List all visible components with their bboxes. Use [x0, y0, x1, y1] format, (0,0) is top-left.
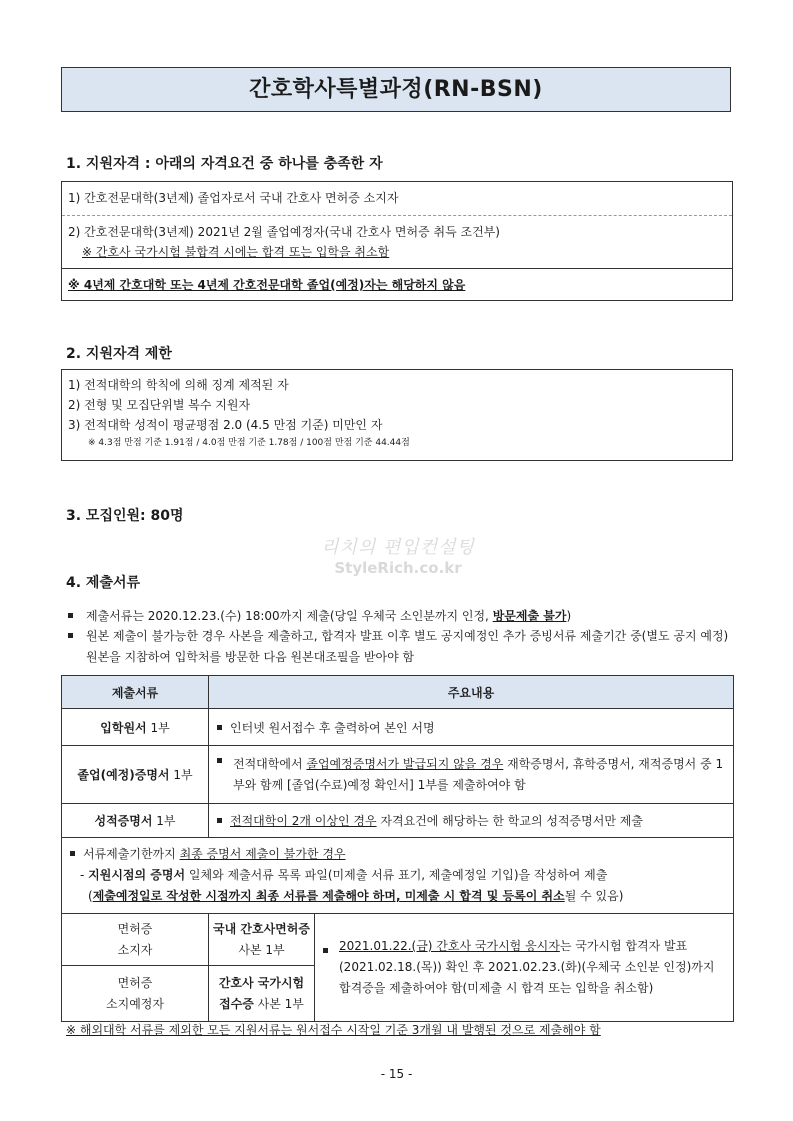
page-number: - 15 -: [380, 1067, 413, 1081]
section-1-heading: 1. 지원자격 : 아래의 자격요건 중 하나를 충족한 자: [66, 156, 383, 172]
exam-doc-line-2: [209, 994, 314, 1015]
doc-content-b: 졸업예정증명서가 발급되지 않을 경우: [306, 756, 504, 771]
doc-name: 입학원서: [100, 720, 147, 735]
final-cert-warning: 제출예정일로 작성한 시점까지 최종 서류를 제출해야 하며, 미제출 시 합격 및 등록이 취소: [92, 889, 565, 903]
table-row: [62, 709, 734, 746]
table-row: [62, 746, 734, 804]
doc-name-cell: [62, 709, 209, 746]
final-cert-rest: 일체와 제출서류 목록 파일(미제출 서류 표기, 제출예정일 기입)을 작성하여 제출: [185, 868, 608, 882]
exam-doc-name: 간호사 국가시험: [218, 975, 305, 990]
eligibility-item-2-note: ※ 간호사 국가시험 불합격 시에는 합격 또는 입학을 취소함: [82, 245, 390, 259]
final-cert-b: 최종 증명서 제출이 불가한 경우: [179, 847, 346, 861]
exam-notice-cell: [315, 914, 734, 1022]
exam-notice-a: 2021.01.22.(금) 간호사 국가시험 응시자: [339, 939, 560, 953]
restriction-item-1: 1) 전적대학의 학칙에 의해 징계 제적된 자: [68, 378, 289, 392]
doc-content-cell: [209, 746, 734, 804]
restriction-item-3-note: ※ 4.3점 만점 기준 1.91점 / 4.0점 만점 기준 1.78점 / 100점 만점 기준 44.44점: [88, 438, 410, 448]
table-row: [62, 838, 734, 914]
header-documents: 제출서류: [62, 676, 209, 709]
watermark-line-1: 리치의 편입컨설팅: [321, 537, 475, 558]
doc-name-cell: [62, 746, 209, 804]
section-3-heading: 3. 모집인원: 80명: [66, 508, 184, 524]
eligibility-item-2-text: 2) 간호전문대학(3년제) 2021년 2월 졸업예정자(국내 간호사 면허증 취득 조건부): [68, 225, 500, 239]
doc-content-c: 재학증명서, 휴학증명서, 재적증명서 중 1부와 함께 [졸업(수료)예정 확인서] 1부를 제출하여야 함: [233, 756, 724, 792]
submission-bullet-1: [66, 606, 734, 626]
doc-content-b: 자격요건에 해당하는 한 학교의 성적증명서만 제출: [376, 814, 643, 828]
exam-doc-name-2: 접수증: [219, 996, 254, 1011]
final-cert-line-3: [70, 886, 725, 907]
no-visit-text: 방문제출 불가: [492, 609, 567, 623]
doc-qty: 1부: [152, 814, 176, 828]
deadline-text: 제출서류는 2020.12.23.(수) 18:00까지 제출(당일 우체국 소인분까지 인정,: [86, 609, 493, 623]
eligibility-box: [61, 181, 733, 301]
exam-notice-b: 는 국가시험 합격자 발표(2021.02.18.(목)) 확인 후 2021.02.23.(화)(우체국 소인분 인정)까지 합격증을 제출하여야 함(미제출 시 합격 또는 입학을 취소함): [339, 939, 715, 995]
final-cert-dash: -: [80, 868, 89, 882]
license-doc-qty: 사본 1부: [238, 942, 285, 957]
final-cert-open: (: [88, 889, 93, 903]
footnote: ※ 해외대학 서류를 제외한 모든 지원서류는 원서접수 시작일 기준 3개월 내 발행된 것으로 제출해야 함: [66, 1023, 601, 1037]
final-cert-line-2: [70, 865, 725, 886]
page-title: 간호학사특별과정(RN-BSN): [61, 67, 731, 112]
license-holder-label: 면허증 소지자: [62, 914, 209, 966]
section-4-heading: 4. 제출서류: [66, 575, 141, 591]
restriction-item-3: 3) 전적대학 성적이 평균평점 2.0 (4.5 만점 기준) 미만인 자: [68, 418, 383, 432]
doc-name-cell: [62, 804, 209, 838]
submission-bullets: [66, 606, 734, 668]
eligibility-item-2: [62, 216, 732, 269]
doc-name: 졸업(예정)증명서: [77, 768, 170, 782]
documents-table: [61, 675, 734, 1022]
final-cert-close: 될 수 있음): [564, 889, 624, 903]
eligibility-note: ※ 4년제 간호대학 또는 4년제 간호전문대학 졸업(예정)자는 해당하지 않음: [68, 278, 466, 292]
table-row: [62, 914, 734, 966]
restriction-box: [61, 369, 733, 461]
final-cert-cell: [62, 838, 734, 914]
doc-content-a: 전적대학이 2개 이상인 경우: [230, 814, 377, 828]
table-header-row: [62, 676, 734, 709]
eligibility-item-1: 1) 간호전문대학(3년제) 졸업자로서 국내 간호사 면허증 소지자: [62, 182, 732, 216]
header-content: 주요내용: [209, 676, 734, 709]
exam-doc-qty: 사본 1부: [253, 996, 304, 1011]
license-holder-doc: [209, 914, 315, 966]
final-cert-line-1: [70, 844, 725, 865]
license-doc-name: 국내 간호사면허증: [213, 921, 310, 936]
doc-content-a: 전적대학에서: [233, 756, 307, 771]
paren-close: ): [566, 609, 572, 623]
watermark: [318, 533, 478, 577]
watermark-line-2: StyleRich.co.kr: [334, 559, 462, 577]
doc-name: 성적증명서: [94, 814, 153, 828]
doc-content-cell: [209, 804, 734, 838]
restriction-item-2: 2) 전형 및 모집단위별 복수 지원자: [68, 398, 251, 412]
license-expected-label: 면허증 소지예정자: [62, 966, 209, 1022]
doc-qty: 1부: [146, 720, 170, 735]
submission-bullet-2: 원본 제출이 불가능한 경우 사본을 제출하고, 합격자 발표 이후 별도 공지예정인 추가 증빙서류 제출기간 중(별도 공지 예정) 원본을 지참하여 입학처를 방문한 다음 원본대조필을 받아야 함: [66, 626, 734, 668]
doc-content: 인터넷 원서접수 후 출력하여 본인 서명: [230, 720, 435, 735]
final-cert-a: 서류제출기한까지: [83, 847, 180, 861]
doc-content-cell: [209, 709, 734, 746]
doc-qty: 1부: [169, 768, 193, 782]
table-row: [62, 804, 734, 838]
final-cert-bold: 지원시점의 증명서: [88, 868, 186, 882]
license-expected-doc: [209, 966, 315, 1022]
section-2-heading: 2. 지원자격 제한: [66, 346, 172, 362]
